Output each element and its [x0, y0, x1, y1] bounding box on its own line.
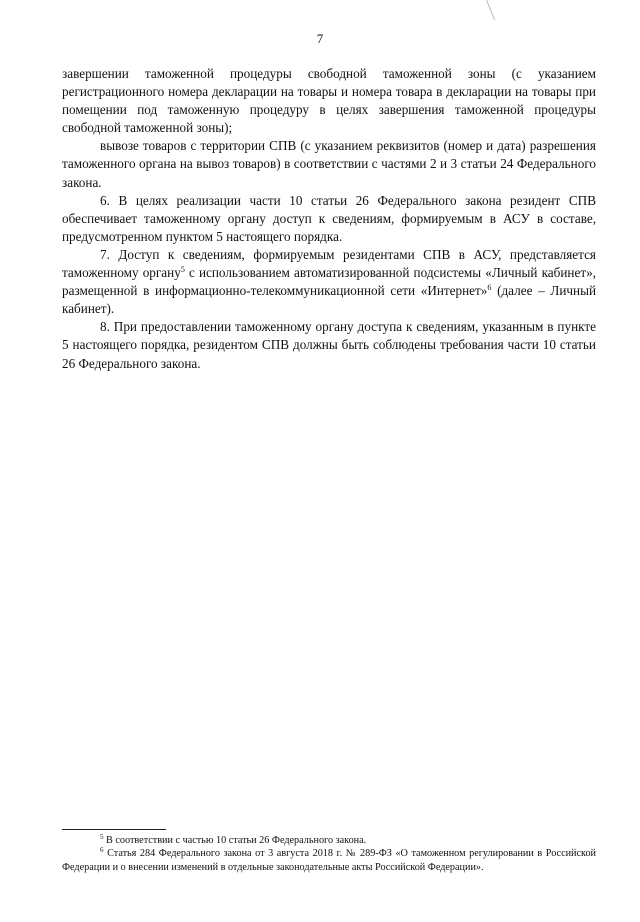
scan-artifact — [486, 0, 495, 20]
paragraph-item-7-part-3: (далее – Личный кабинет). — [62, 283, 597, 317]
footnote-mark: 6 — [100, 846, 104, 855]
paragraph-export-goods: вывозе товаров с территории СПВ (с указанием реквизитов (номер и дата) разрешения таможенного органа на вывоз товаров) в соответствии с частями 2 и 3 статьи 24 Федерального закона. — [62, 138, 596, 190]
footnote-mark: 5 — [100, 833, 104, 841]
footnotes — [62, 834, 596, 874]
paragraph-item-7-part-2: с использованием автоматизированной подсистемы «Личный кабинет», размещенной в информационно-телекоммуникационной сети «Интернет» — [62, 265, 596, 299]
footnote-text: В соответствии с частью 10 статьи 26 Федерального закона. — [103, 835, 367, 846]
footnote-text: Статья 284 Федерального закона от 3 августа 2018 г. № 289-ФЗ «О таможенном регулировании в Российской Федерации и о внесении изменений в отдельные законодательные акты Российской Федерации». — [62, 848, 596, 873]
paragraph-item-8: 8. При предоставлении таможенному органу доступа к сведениям, указанным в пункте 5 настоящего порядка, резидентом СПВ должны быть соблюдены требования части 10 статьи 26 Федерального закона. — [62, 319, 596, 371]
paragraph-continuation: завершении таможенной процедуры свободной таможенной зоны (с указанием регистрационного номера декларации на товары и номера товара в декларации на товары при помещении под таможенную процедуру в целях завершения таможенной процедуры свободной таможенной зоны); — [62, 66, 596, 136]
footnote-ref-5: 5 — [180, 265, 185, 275]
paragraph-item-7 — [62, 246, 596, 318]
document-body — [62, 65, 596, 373]
paragraph-item-6: 6. В целях реализации части 10 статьи 26 Федерального закона резидент СПВ обеспечивает таможенному органу доступ к сведениям, формируемым в АСУ в составе, предусмотренном пунктом 5 настоящего порядка. — [62, 192, 596, 244]
footnote-separator — [62, 829, 166, 830]
paragraph-item-7-part-1: 7. Доступ к сведениям, формируемым резидентами СПВ в АСУ, представляется таможенному органу — [62, 246, 596, 281]
footnote-6 — [62, 847, 596, 874]
page-number: 7 — [316, 31, 324, 46]
footnote-5 — [62, 834, 596, 847]
footnote-ref-6: 6 — [487, 283, 492, 293]
